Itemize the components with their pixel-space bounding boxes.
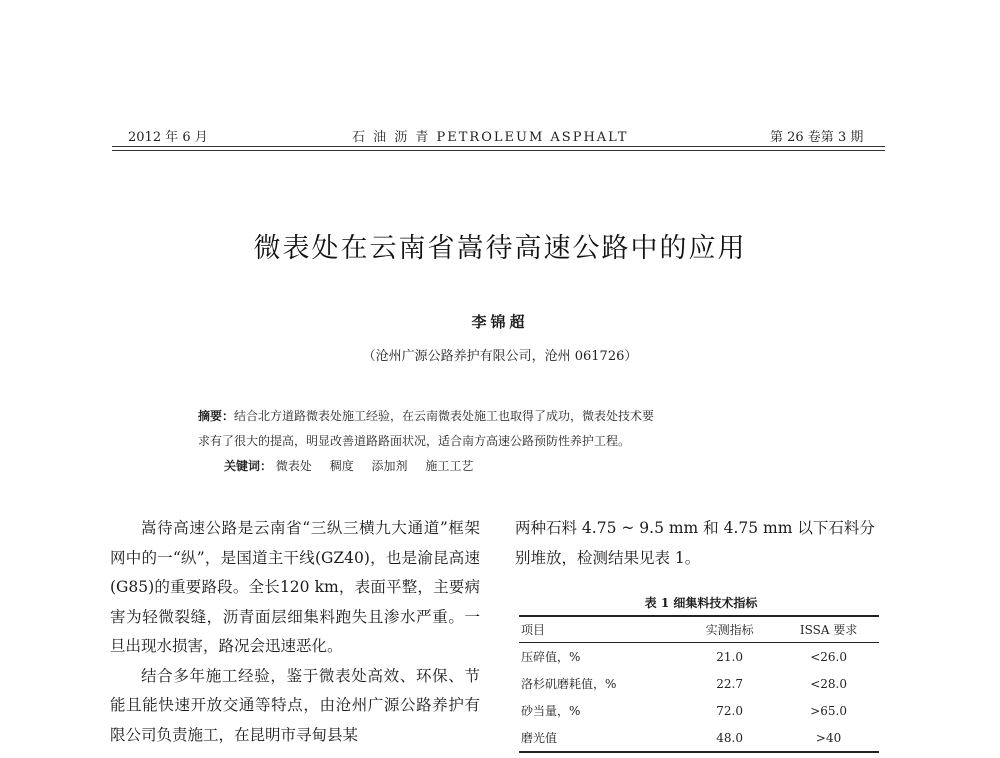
body-paragraph: 结合多年施工经验，鉴于微表处高效、环保、节能且能快速开放交通等特点，由沧州广源公路养护有限公司负责施工，在昆明市寻甸县某 (110, 666, 480, 744)
abstract-line-2: 求有了很大的提高，明显改善道路路面状况，适合南方高速公路预防性养护工程。 (198, 434, 631, 448)
table-row (519, 697, 879, 724)
keyword: 施工工艺 (425, 459, 474, 473)
abstract (198, 404, 818, 454)
keyword: 微表处 (275, 459, 312, 473)
author-affiliation: （沧州广源公路养护有限公司，沧州 061726） (362, 349, 638, 364)
cell-item: 磨光值 (519, 724, 681, 752)
keywords (224, 457, 487, 474)
header-rule (112, 146, 885, 147)
table-caption: 表 1 细集料技术指标 (644, 596, 758, 610)
cell-item: 洛杉矶磨耗值，% (521, 677, 617, 691)
cell-measured: 72.0 (716, 703, 743, 718)
col-header-measured: 实测指标 (681, 616, 778, 643)
cell-issa: >40 (778, 724, 879, 752)
running-header-date: 2012 年 6 月 (128, 130, 208, 145)
cell-measured: 48.0 (681, 724, 778, 752)
table-row (519, 670, 879, 697)
cell-measured: 22.7 (716, 676, 743, 691)
cell-item: 压碎值，% (521, 650, 581, 664)
article-title: 微表处在云南省嵩待高速公路中的应用 (253, 233, 747, 264)
running-header-journal: 石 油 沥 青 PETROLEUM ASPHALT (352, 130, 629, 145)
body-right-column (515, 514, 887, 573)
keyword: 稠度 (329, 459, 354, 473)
author-name: 李锦超 (471, 313, 529, 331)
keyword: 添加剂 (371, 459, 408, 473)
table-header-row (519, 616, 879, 643)
keywords-label: 关键词： (224, 459, 273, 473)
body-paragraph: 嵩待高速公路是云南省“三纵三横九大通道”框架网中的一“纵”，是国道主干线(GZ40)，也是渝昆高速(G85)的重要路段。全长120 km，表面平整，主要病害为轻微裂缝，沥青面层细集料跑失且渗水严重。一旦出现水损害，路况会迅速恶化。 (110, 519, 480, 655)
abstract-line-1: 结合北方道路微表处施工经验，在云南微表处施工也取得了成功，微表处技术要 (234, 409, 655, 423)
cell-item: 砂当量，% (521, 704, 581, 718)
body-paragraph: 两种石料 4.75 ~ 9.5 mm 和 4.75 mm 以下石料分别堆放，检测结果见表 1。 (515, 519, 875, 567)
body-left-column (110, 514, 480, 750)
header-rule-thin (112, 150, 885, 151)
cell-measured: 21.0 (716, 649, 743, 664)
running-header-volume: 第 26 卷第 3 期 (770, 130, 864, 145)
col-header-item: 项目 (519, 616, 681, 643)
table-row (519, 724, 879, 752)
cell-issa: <26.0 (810, 649, 847, 664)
cell-issa: >65.0 (810, 703, 847, 718)
table-row (519, 643, 879, 671)
col-header-issa: ISSA 要求 (778, 616, 879, 643)
cell-issa: <28.0 (810, 676, 847, 691)
abstract-label: 摘要： (198, 409, 235, 423)
fine-aggregate-table (519, 615, 879, 753)
